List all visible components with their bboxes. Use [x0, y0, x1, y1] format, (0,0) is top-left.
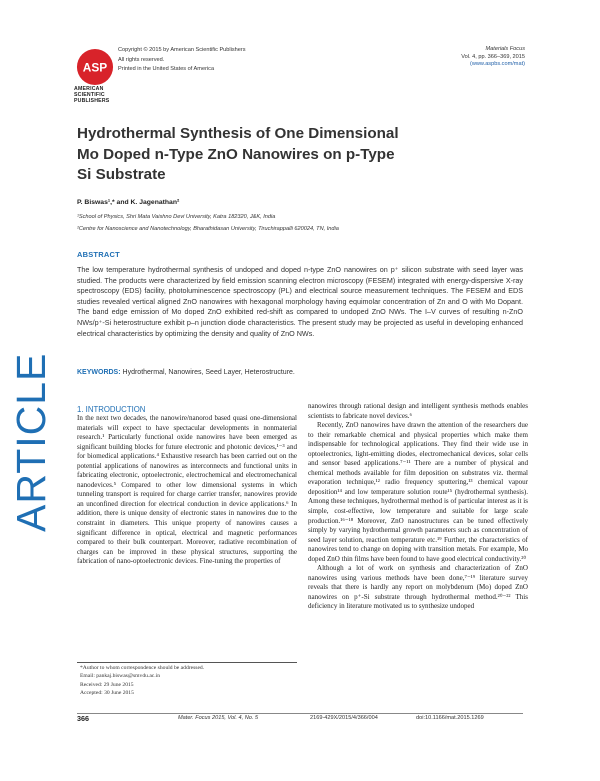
body-paragraph: nanowires through rational design and intelligent synthesis methods enables scientists to fabricate novel devices.⁶ [308, 402, 528, 420]
footnote-line: Received: 29 June 2015 [80, 681, 134, 688]
footnote-divider [77, 662, 297, 663]
journal-volume: Vol. 4, pp. 366–369, 2015 [461, 53, 525, 60]
keywords-label: KEYWORDS: [77, 369, 121, 376]
journal-name: Materials Focus [485, 46, 525, 52]
footer-journal-reference: Mater. Focus 2015, Vol. 4, No. 5 [178, 715, 259, 721]
abstract-text: The low temperature hydrothermal synthesis of undoped and doped n-type ZnO nanowires on p⁺ silicon substrate with seed layer was studied. The products were characterized by field emission scanning electron microscopy (FESEM) integrated with energy-dispersive X-ray spectroscopy (EDS) facility, photoluminescence spectroscopy (PL) and electrical source measurement techniques. The FESEM and EDS studies revealed vertical aligned ZnO nanowires with hexagonal morphology having equimolar concentration of Zn and O with Mo Dopant. The band edge emission of Mo doped ZnO exhibited red-shift as compared to undoped ZnO NWs. The I–V curves of resulting n-ZnO NWs/p⁺-Si heterostructure exhibit p–n junction diode characteristics. The present study may be projected as useful in developing enhanced electrical characteristics by optimizing the density and quality of ZnO NWs. [77, 265, 523, 338]
asp-logo-text: ASP [82, 60, 108, 75]
left-column [77, 414, 297, 567]
footer-issn: 2169-429X/2015/4/366/004 [310, 715, 378, 721]
keywords [77, 369, 295, 376]
copyright-line: Copyright © 2015 by American Scientific Publishers [118, 47, 246, 53]
title-line: Hydrothermal Synthesis of One Dimensional [77, 125, 399, 142]
title-line: Si Substrate [77, 166, 166, 183]
copyright-line: All rights reserved. [118, 56, 165, 63]
publisher-name-line: AMERICAN [74, 86, 104, 92]
keywords-text: Hydrothermal, Nanowires, Seed Layer, Heterostructure. [122, 369, 295, 376]
page-number: 366 [77, 714, 89, 723]
footnote-line: Email: pankaj.biswas@smvdu.ac.in [80, 673, 161, 680]
copyright-notice [118, 46, 246, 75]
footnote-line: *Author to whom correspondence should be addressed. [80, 665, 205, 671]
title-line: Mo Doped n-Type ZnO Nanowires on p-Type [77, 145, 395, 163]
paper-title [77, 124, 497, 186]
article-side-label: ARTICLE [8, 352, 54, 532]
affiliation-2: ²Centre for Nanoscience and Nanotechnology, Bharathidasan University, Tiruchirappalli 620024, TN, India [77, 226, 339, 232]
footer-doi: doi:10.1166/mat.2015.1269 [416, 715, 484, 721]
asp-logo [76, 48, 114, 86]
body-paragraph: In the next two decades, the nanowire/nanorod based quasi one-dimensional materials will expect to have spectacular developments in nonmaterial research.¹ Particularly functional oxide nanowires have been emerged as significant building blocks for future electronic and photonic devices,¹⁻³ and for biomedical applications.⁴ Exhaustive research has been carried out on the potential applications of nanowires as interconnects and functional units in fabricating electronic, optoelectronic, electrochemical and electromechanical nanodevices.⁵ Compared to other low dimensional systems in which tunneling transport is required for charge carrier transfer, nanowires provide an unconfined direction for electrical conduction in device applications.⁶ In addition, there is unique density of electronic states in nanowires due to the constraint in diameters. This unique property of nanowires causes a significant difference in optical, electrical and magnetic performances compared to their bulk counterpart. Moreover, radiative recombination of charges can be improved in these physical structures, supporting the fabrication of nano-optoelectronic devices. Fine-tuning the properties of [77, 414, 297, 566]
affiliation-1: ¹School of Physics, Shri Mata Vaishno Devi University, Katra 182320, J&K, India [77, 214, 276, 220]
publisher-name-line: SCIENTIFIC [74, 92, 105, 98]
section-heading-introduction: 1. INTRODUCTION [77, 405, 146, 414]
footer-divider [77, 713, 523, 714]
author-list: P. Biswas¹,* and K. Jagenathan² [77, 199, 180, 206]
body-paragraph: Although a lot of work on synthesis and characterization of ZnO nanowires using various methods have been done,⁷⁻¹⁹ literature survey reveals that there is hardly any report on molybdenum (Mo) doped ZnO nanowires on p⁺-Si substrate through hydrothermal method.²⁰⁻²² This deficiency in literature motivated us to synthesize undoped [308, 564, 528, 611]
body-paragraph: Recently, ZnO nanowires have drawn the attention of the researchers due to their remarkable chemical and physical properties which make them indispensable for technological applications. They find their wide use in optoelectronics, light-emitting diodes, electromechanical devices, solar cells and sensor based applications.⁷⁻¹¹ There are a number of physical and chemical methods available for film deposition on substrates viz. thermal evaporation technique,¹² radio frequency sputtering,¹³ chemical vapour deposition¹⁴ and low temperature solution route¹⁵ (hydrothermal synthesis). Among these techniques, hydrothermal method is of particular interest as it is simple, cost-effective, low temperature and suitable for large scale production.¹⁶⁻¹⁸ Moreover, ZnO nanostructures can be tuned effectively simply by varying hydrothermal growth parameters such as concentration of seed layer solution, reaction temperature etc.¹⁹ Further, the characteristics of nanowires tend to change on doping with transition metals. For example, Mo doped ZnO thin films have been found to have good electrical conductivity.²⁰ [308, 421, 528, 563]
publisher-name-line: PUBLISHERS [74, 98, 110, 104]
right-column [308, 402, 528, 612]
copyright-line: Printed in the United States of America [118, 66, 215, 72]
journal-url-link[interactable]: (www.aspbs.com/mat) [469, 61, 525, 67]
footnote-line: Accepted: 30 June 2015 [80, 689, 134, 696]
journal-info [461, 46, 525, 69]
footnotes [80, 664, 204, 697]
abstract-heading: ABSTRACT [77, 250, 120, 259]
publisher-name [74, 86, 124, 104]
